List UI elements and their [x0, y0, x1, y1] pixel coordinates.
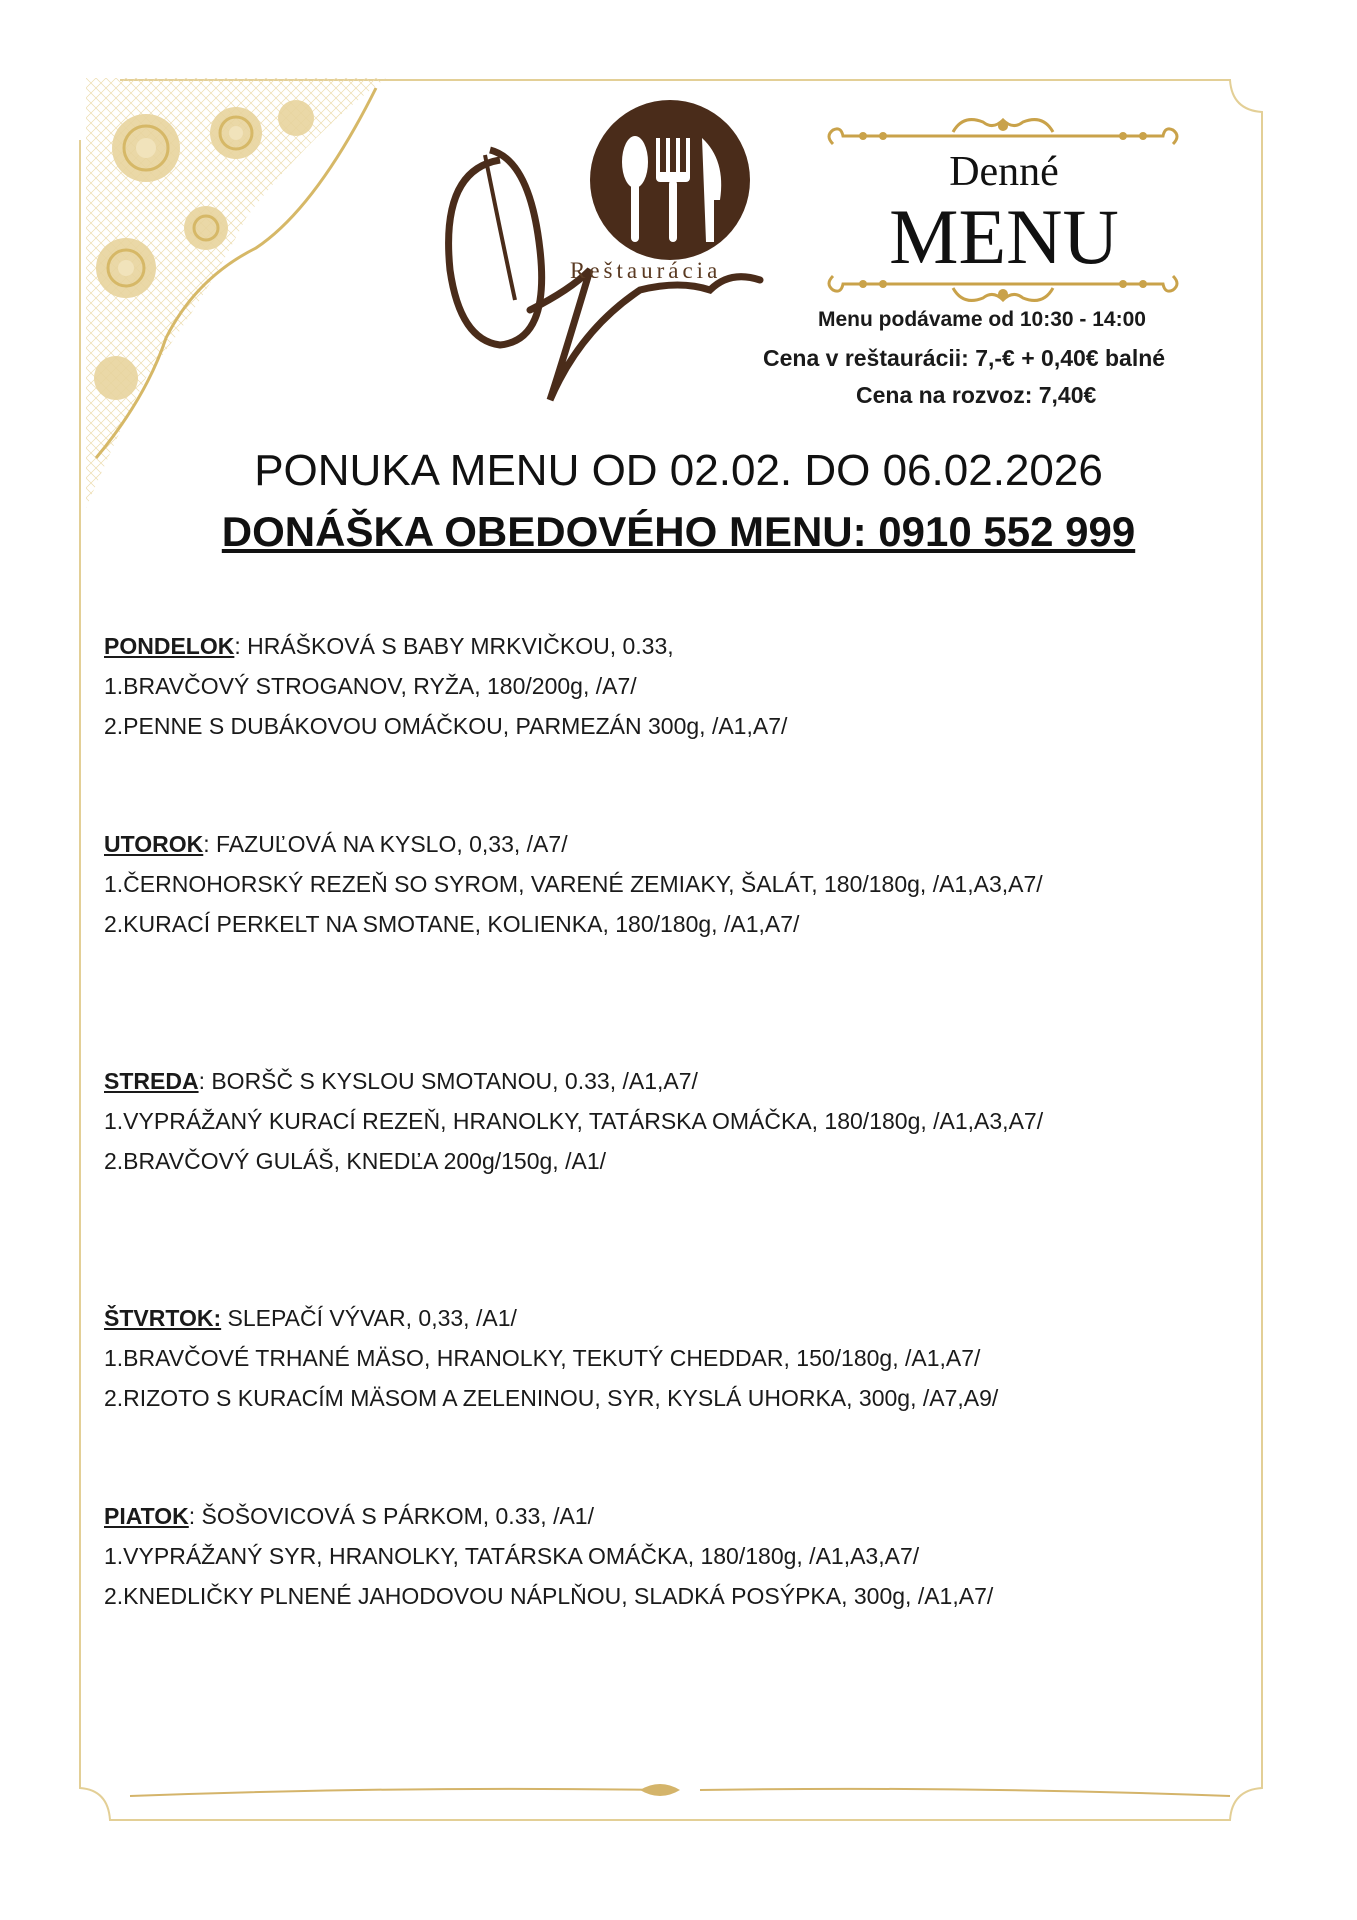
- soup-text: SLEPAČÍ VÝVAR, 0,33, /A1/: [221, 1305, 517, 1331]
- serving-hours: Menu podávame od 10:30 - 14:00: [818, 308, 1146, 331]
- soup-line: [104, 626, 787, 666]
- restaurant-label: Reštaurácia: [570, 258, 722, 283]
- dish-2: 2.BRAVČOVÝ GULÁŠ, KNEDĽA 200g/150g, /A1/: [104, 1148, 607, 1174]
- lace-corner-decoration: [86, 78, 406, 508]
- price-delivery: Cena na rozvoz: 7,40€: [856, 382, 1097, 408]
- soup-text: HRÁŠKOVÁ S BABY MRKVIČKOU, 0.33,: [240, 633, 674, 659]
- ornament-bottom: [823, 258, 1183, 308]
- day-separator: :: [203, 831, 210, 857]
- day-name: STREDA: [104, 1068, 199, 1094]
- dish-2: 2.KNEDLIČKY PLNENÉ JAHODOVOU NÁPLŇOU, SLADKÁ POSÝPKA, 300g, /A1,A7/: [104, 1583, 994, 1609]
- soup-text: FAZUĽOVÁ NA KYSLO, 0,33, /A7/: [209, 831, 568, 857]
- dish-1: 1.ČERNOHORSKÝ REZEŇ SO SYROM, VARENÉ ZEMIAKY, ŠALÁT, 180/180g, /A1,A3,A7/: [104, 871, 1043, 897]
- day-name: UTOROK: [104, 831, 204, 857]
- soup-line: [104, 824, 1043, 864]
- dish-1: 1.VYPRÁŽANÝ SYR, HRANOLKY, TATÁRSKA OMÁČKA, 180/180g, /A1,A3,A7/: [104, 1543, 920, 1569]
- day-tuesday: [104, 824, 1043, 944]
- restaurant-logo: [430, 100, 810, 410]
- menu-heading: MENU: [889, 193, 1119, 280]
- day-name: PIATOK: [104, 1503, 189, 1529]
- dish-2: 2.RIZOTO S KURACÍM MÄSOM A ZELENINOU, SYR, KYSLÁ UHORKA, 300g, /A7,A9/: [104, 1385, 999, 1411]
- day-friday: [104, 1496, 993, 1616]
- day-wednesday: [104, 1061, 1043, 1181]
- dish-1: 1.BRAVČOVÝ STROGANOV, RYŽA, 180/200g, /A7/: [104, 673, 637, 699]
- dish-2: 2.PENNE S DUBÁKOVOU OMÁČKOU, PARMEZÁN 300g, /A1,A7/: [104, 713, 788, 739]
- dish-2: 2.KURACÍ PERKELT NA SMOTANE, KOLIENKA, 180/180g, /A1,A7/: [104, 911, 800, 937]
- day-separator: :: [188, 1503, 196, 1529]
- day-name: ŠTVRTOK:: [104, 1305, 222, 1331]
- day-separator: :: [198, 1068, 205, 1094]
- day-thursday: [104, 1298, 998, 1418]
- denne-heading: Denné: [949, 149, 1059, 195]
- day-name: PONDELOK: [104, 633, 235, 659]
- menu-period-title: PONUKA MENU OD 02.02. DO 06.02.2026: [254, 446, 1103, 495]
- day-monday: [104, 626, 787, 746]
- day-separator: :: [234, 633, 241, 659]
- soup-text: ŠOŠOVICOVÁ S PÁRKOM, 0.33, /A1/: [195, 1503, 594, 1529]
- soup-text: BORŠČ S KYSLOU SMOTANOU, 0.33, /A1,A7/: [204, 1068, 698, 1094]
- delivery-phone: DONÁŠKA OBEDOVÉHO MENU: 0910 552 999: [221, 508, 1136, 555]
- soup-line: [104, 1298, 998, 1338]
- dish-1: 1.BRAVČOVÉ TRHANÉ MÄSO, HRANOLKY, TEKUTÝ CHEDDAR, 150/180g, /A1,A7/: [104, 1345, 981, 1371]
- price-restaurant: Cena v reštaurácii: 7,-€ + 0,40€ balné: [763, 345, 1166, 371]
- soup-line: [104, 1496, 993, 1536]
- soup-line: [104, 1061, 1043, 1101]
- dish-1: 1.VYPRÁŽANÝ KURACÍ REZEŇ, HRANOLKY, TATÁRSKA OMÁČKA, 180/180g, /A1,A3,A7/: [104, 1108, 1044, 1134]
